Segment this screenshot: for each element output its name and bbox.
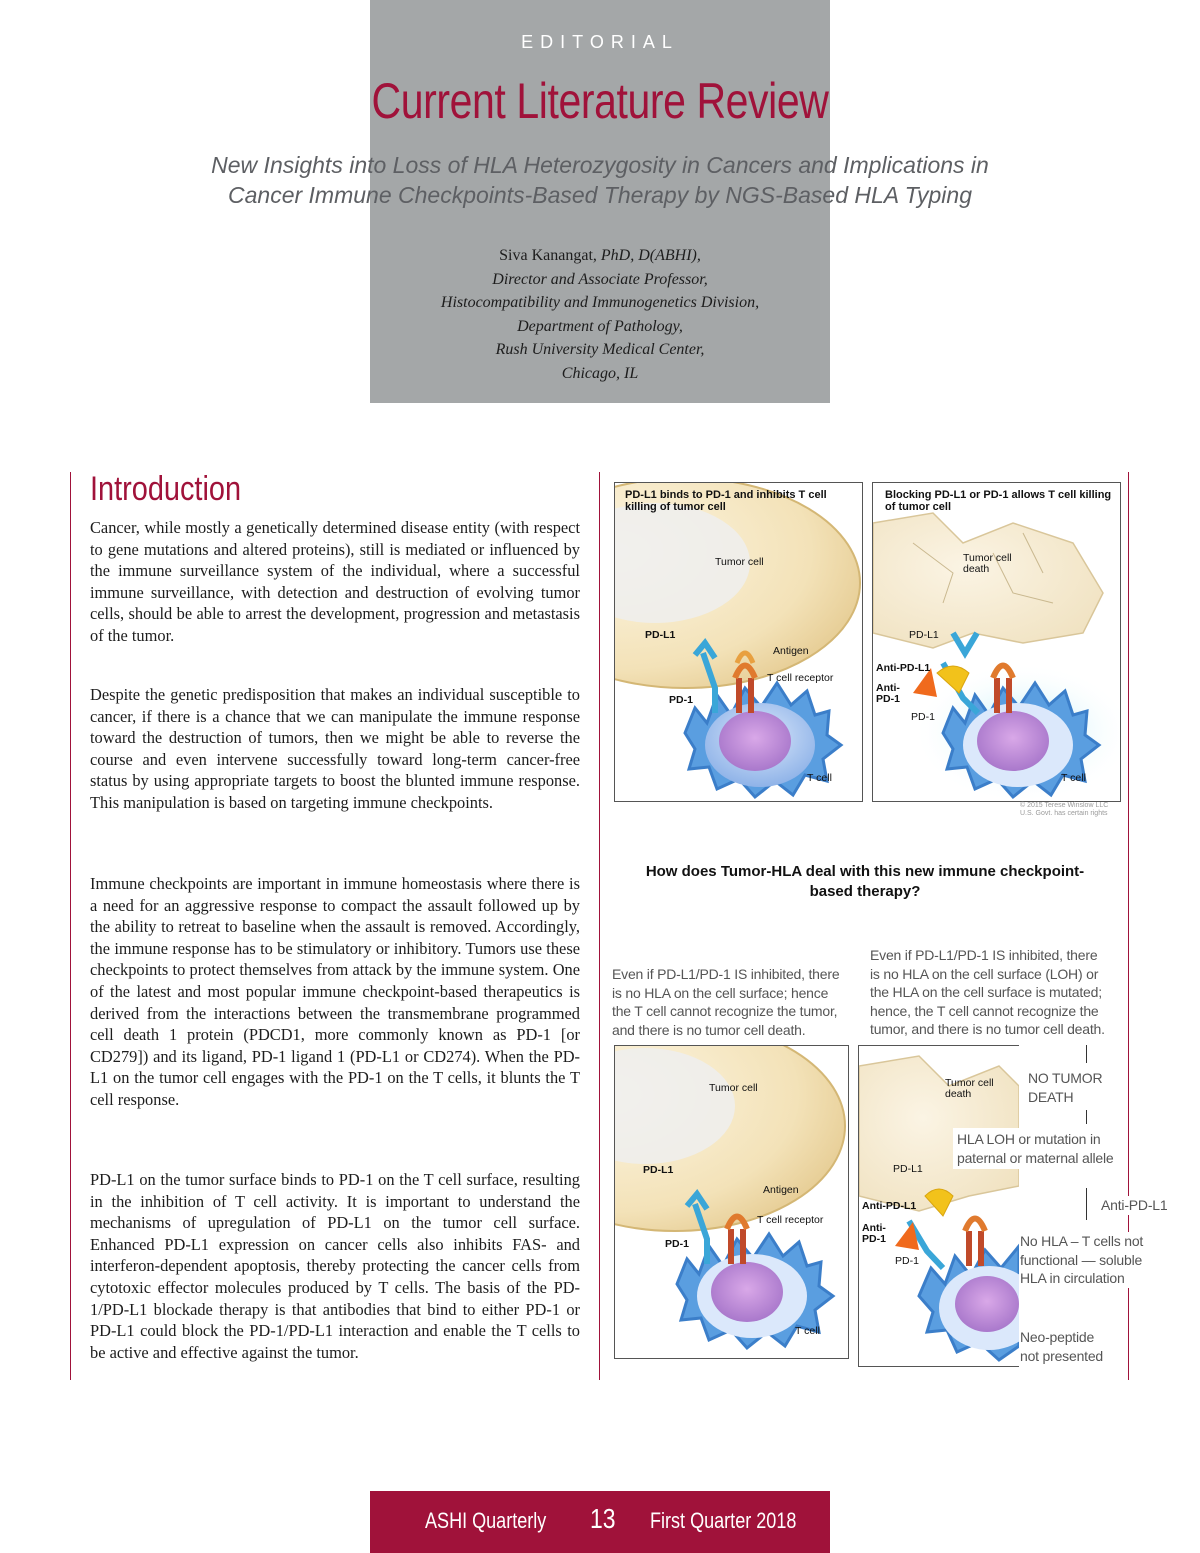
note-line: is no HLA on the cell surface (LOH) or (870, 965, 1099, 982)
label-tumor-cell-death: Tumor cell death (945, 1077, 994, 1100)
label-pd1: PD-1 (665, 1238, 689, 1250)
author-affiliation: Rush University Medical Center, (495, 341, 705, 359)
note-right (870, 946, 1105, 1039)
figure-panel-hla-loh (858, 1045, 1019, 1367)
author-affiliation: Department of Pathology, (517, 317, 683, 335)
annotation-anti-pdl1: Anti-PD-L1 (1101, 1197, 1168, 1213)
introduction-heading: Introduction (90, 470, 242, 508)
author-affiliation: Histocompatibility and Immunogenetics Division, (440, 294, 760, 312)
label-t-cell: T cell (1061, 772, 1086, 784)
page-title: Current Literature Review (371, 73, 829, 129)
subtitle-line: New Insights into Loss of HLA Heterozygosity in Cancers and Implications in (211, 152, 989, 178)
label-antigen: Antigen (763, 1184, 799, 1196)
label-anti-pd1: Anti-PD-1 (876, 682, 900, 705)
author-line (370, 244, 830, 268)
author-degrees: PhD, D(ABHI), (596, 247, 701, 264)
annotation-no-hla: No HLA – T cells not functional — soluble HLA in circulation (1020, 1232, 1160, 1288)
annotation-tick (1086, 1188, 1087, 1220)
footer-journal: ASHI Quarterly (425, 1508, 547, 1533)
label-anti-pdl1: Anti-PD-L1 (862, 1200, 917, 1212)
figure-panel-title: Blocking PD-L1 or PD-1 allows T cell killing of tumor cell (885, 489, 1112, 513)
label-anti-pdl1: Anti-PD-L1 (876, 662, 931, 674)
article-subtitle (150, 150, 1050, 210)
note-line: the HLA on the cell surface is mutated; (870, 984, 1102, 1001)
figure-panel-title: PD-L1 binds to PD-1 and inhibits T cell killing of tumor cell (625, 489, 827, 513)
annotation-neo-peptide: Neo-peptide not presented (1020, 1328, 1112, 1365)
label-tumor-cell-death: Tumor cell death (963, 552, 1012, 575)
label-pdl1: PD-L1 (643, 1164, 674, 1176)
cell-illustration (873, 483, 1120, 801)
annotation-tick (1086, 1110, 1087, 1124)
author-block (370, 244, 830, 386)
author-affiliation: Chicago, IL (561, 364, 639, 382)
center-column-rule (599, 472, 600, 1380)
label-tumor-cell: Tumor cell (715, 556, 764, 568)
note-line: Even if PD-L1/PD-1 IS inhibited, there (870, 947, 1098, 963)
author-affiliation: Director and Associate Professor, (492, 270, 708, 288)
left-column-rule (70, 472, 71, 1380)
label-pd1: PD-1 (669, 694, 693, 706)
label-t-cell-receptor: T cell receptor (767, 672, 834, 684)
label-antigen: Antigen (773, 645, 809, 657)
annotation-hla-loh: HLA LOH or mutation in paternal or maternal allele (953, 1128, 1121, 1169)
note-line: tumor, and there is no tumor cell death. (870, 1021, 1105, 1038)
author-name: Siva Kanangat, (499, 247, 597, 264)
label-t-cell: T cell (807, 772, 832, 784)
label-pdl1: PD-L1 (909, 629, 939, 641)
label-pdl1: PD-L1 (645, 629, 676, 641)
label-pd1: PD-1 (895, 1255, 919, 1267)
body-paragraph: PD-L1 on the tumor surface binds to PD-1 on the T cell surface, resulting in the inhibition of T cell activity. It is important to understand the mechanisms of upregulation of PD-L1 on the tumor cell surface. Enhanced PD-L1 expression on cancer cells also inhibits FAS- and interferon-dependent apoptosis, thereby protecting the cancer cells from cytotoxic effector molecules produced by T cells. The basis of the PD-1/PD-L1 blockade therapy is that antibodies that bind to either PD-1 or PD-L1 could block the PD-1/PD-L1 interaction and enable the T cells to be active and effective against the tumor. (90, 1170, 580, 1362)
annotation-tick (1086, 1045, 1087, 1063)
figure-panel-blocking (872, 482, 1121, 802)
footer-issue: First Quarter 2018 (650, 1508, 797, 1533)
body-paragraph: Immune checkpoints are important in immune homeostasis where there is a need for an aggressive response to compact the assault followed up by the ability to retreat to baseline when the assault is removed. Accordingly, the immune response has to be stimulatory or inhibitory. Tumors use these checkpoints to protect themselves from attack by the immune system. One of the latest and most popular immune checkpoint-based therapeutics is derived from the interactions between the transmembrane programmed cell death 1 protein (PDCD1, more commonly known as PD-1 [or CD279]) and its ligand, PD-1 ligand 1 (PD-L1 or CD274). When the PD-L1 on the tumor cell engages with the PD-1 on the T cells, it blunts the T cell response. (90, 874, 580, 1109)
annotation-no-tumor-death: NO TUMOR DEATH (1028, 1069, 1123, 1106)
note-line: is no HLA on the cell surface; hence (612, 984, 829, 1001)
note-line: and there is no tumor cell death. (612, 1021, 806, 1038)
footer-page-number: 13 (590, 1503, 616, 1534)
figure-question: How does Tumor-HLA deal with this new immune checkpoint-based therapy? (645, 863, 1085, 900)
label-pd1: PD-1 (911, 711, 935, 723)
body-paragraph: Despite the genetic predisposition that makes an individual susceptible to cancer, if there is a chance that we can manipulate the immune response toward the destruction of tumors, then we might be able to reverse the course and even intervene successfully toward long-term cancer-free status by using appropriate targets to boost the blunted immune response. This manipulation is based on targeting immune checkpoints. (90, 685, 580, 812)
figure-panel-no-hla (614, 1045, 849, 1359)
section-label: EDITORIAL (521, 32, 679, 52)
note-line: hence, the T cell cannot recognize the (870, 1002, 1099, 1019)
label-tumor-cell: Tumor cell (709, 1082, 758, 1094)
label-pdl1: PD-L1 (893, 1163, 923, 1175)
note-line: the T cell cannot recognize the tumor, (612, 1003, 838, 1020)
label-t-cell-receptor: T cell receptor (757, 1214, 824, 1226)
note-left (612, 965, 839, 1039)
figure-copyright: © 2015 Terese Winslow LLC U.S. Govt. has certain rights (1020, 802, 1109, 817)
figure-panel-pdl1-binds (614, 482, 863, 802)
note-line: Even if PD-L1/PD-1 IS inhibited, there (612, 966, 840, 982)
body-paragraph: Cancer, while mostly a genetically determined disease entity (with respect to gene mutations and altered proteins), still is mediated or influenced by the immune surveillance system of the individual, where a successful immune surveillance, with detection and destruction of evolving tumor cells, should be able to arrest the development, progression and metastasis of the tumor. (90, 518, 580, 645)
label-anti-pd1: Anti-PD-1 (862, 1222, 886, 1245)
subtitle-line: Cancer Immune Checkpoints-Based Therapy by NGS-Based HLA Typing (228, 182, 972, 208)
label-t-cell: T cell (795, 1325, 820, 1337)
cell-illustration (615, 483, 862, 801)
